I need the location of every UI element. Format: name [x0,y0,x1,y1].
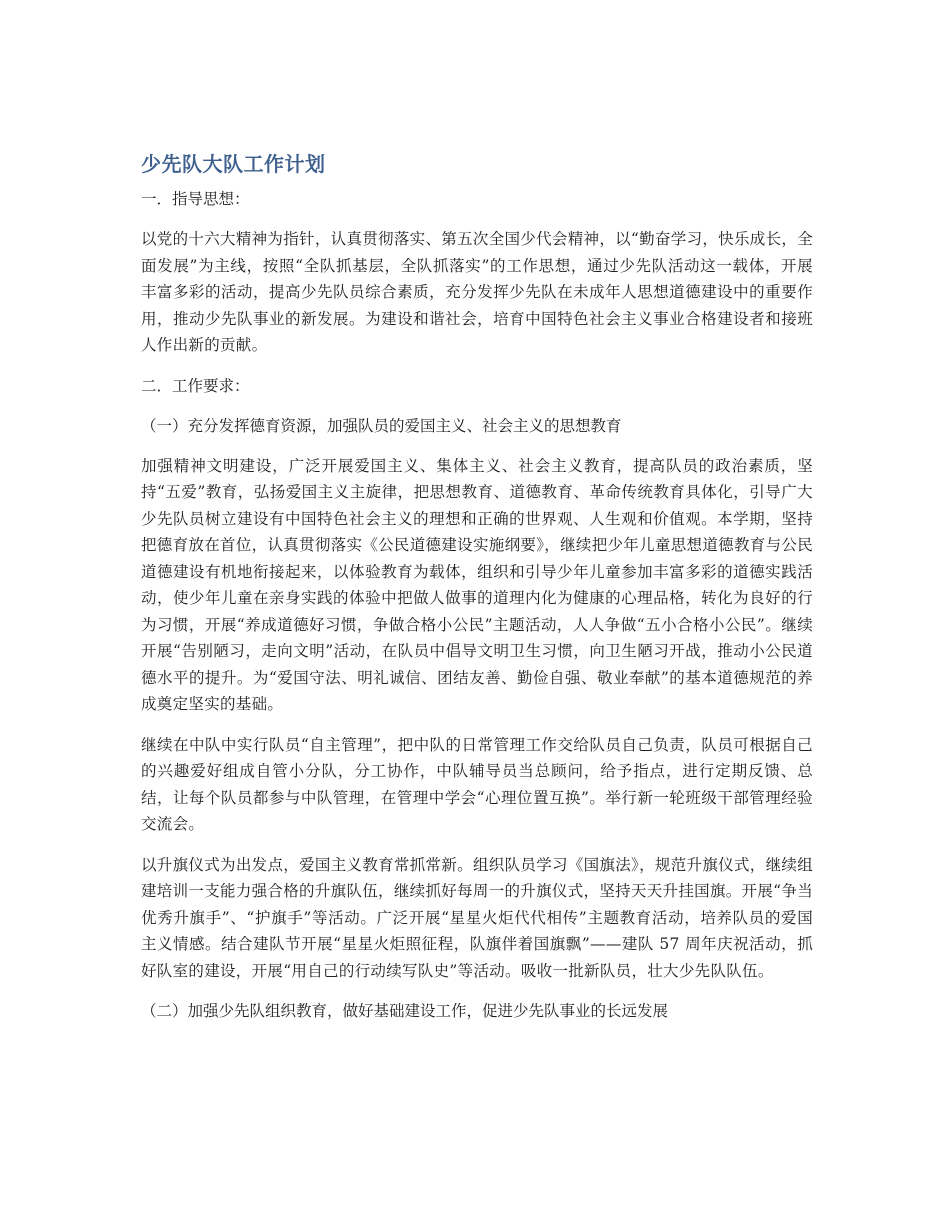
document-page [141,148,813,1038]
paragraph-self-management: 继续在中队中实行队员“自主管理”，把中队的日常管理工作交给队员自己负责，队员可根据自己的兴趣爱好组成自管小分队，分工协作，中队辅导员当总顾问，给予指点，进行定期反馈、总结，让每个队员都参与中队管理，在管理中学会“心理位置互换”。举行新一轮班级干部管理经验交流会。 [141,735,813,833]
paragraph-spiritual-civilization: 加强精神文明建设，广泛开展爱国主义、集体主义、社会主义教育，提高队员的政治素质，坚持“五爱”教育，弘扬爱国主义主旋律，把思想教育、道德教育、革命传统教育具体化，引导广大少先队员树立建设有中国特色社会主义的理想和正确的世界观、人生观和价值观。本学期，坚持把德育放在首位，认真贯彻落实《公民道德建设实施纲要》，继续把少年儿童思想道德教育与公民道德建设有机地衔接起来，以体验教育为载体，组织和引导少年儿童参加丰富多彩的道德实践活动，使少年儿童在亲身实践的体验中把做人做事的道理内化为健康的心理品格，转化为良好的行为习惯，开展“养成道德好习惯，争做合格小公民”主题活动，人人争做“五小合格小公民”。继续开展“告别陋习，走向文明”活动，在队员中倡导文明卫生习惯，向卫生陋习开战，推动小公民道德水平的提升。为“爱国守法、明礼诚信、团结友善、勤俭自强、敬业奉献”的基本道德规范的养成奠定坚实的基础。 [141,456,813,713]
paragraph-guiding-ideology: 以党的十六大精神为指针，认真贯彻落实、第五次全国少代会精神，以“勤奋学习，快乐成长，全面发展”为主线，按照“全队抓基层，全队抓落实”的工作思想，通过少先队活动这一载体，开展丰富多彩的活动，提高少先队员综合素质，充分发挥少先队在未成年人思想道德建设中的重要作用，推动少先队事业的新发展。为建设和谐社会，培育中国特色社会主义事业合格建设者和接班人作出新的贡献。 [141,230,813,354]
document-title: 少先队大队工作计划 [141,152,326,176]
subsection-heading-organization-education: （二）加强少先队组织教育，做好基础建设工作，促进少先队事业的长远发展 [141,1002,669,1020]
subsection-heading-moral-education: （一）充分发挥德育资源，加强队员的爱国主义、社会主义的思想教育 [141,416,622,435]
section-heading-guiding-ideology: 一．指导思想： [141,190,250,208]
paragraph-flag-raising: 以升旗仪式为出发点，爱国主义教育常抓常新。组织队员学习《国旗法》，规范升旗仪式，继续组建培训一支能力强合格的升旗队伍，继续抓好每周一的升旗仪式，坚持天天升挂国旗。开展“争当优秀升旗手”、“护旗手”等活动。广泛开展“星星火炬代代相传”主题教育活动，培养队员的爱国主义情感。结合建队节开展“星星火炬照征程，队旗伴着国旗飘”——建队 57 周年庆祝活动，抓好队室的建设，开展“用自己的行动续写队史”等活动。吸收一批新队员，壮大少先队队伍。 [141,855,813,980]
section-heading-work-requirements: 二．工作要求： [141,376,250,395]
